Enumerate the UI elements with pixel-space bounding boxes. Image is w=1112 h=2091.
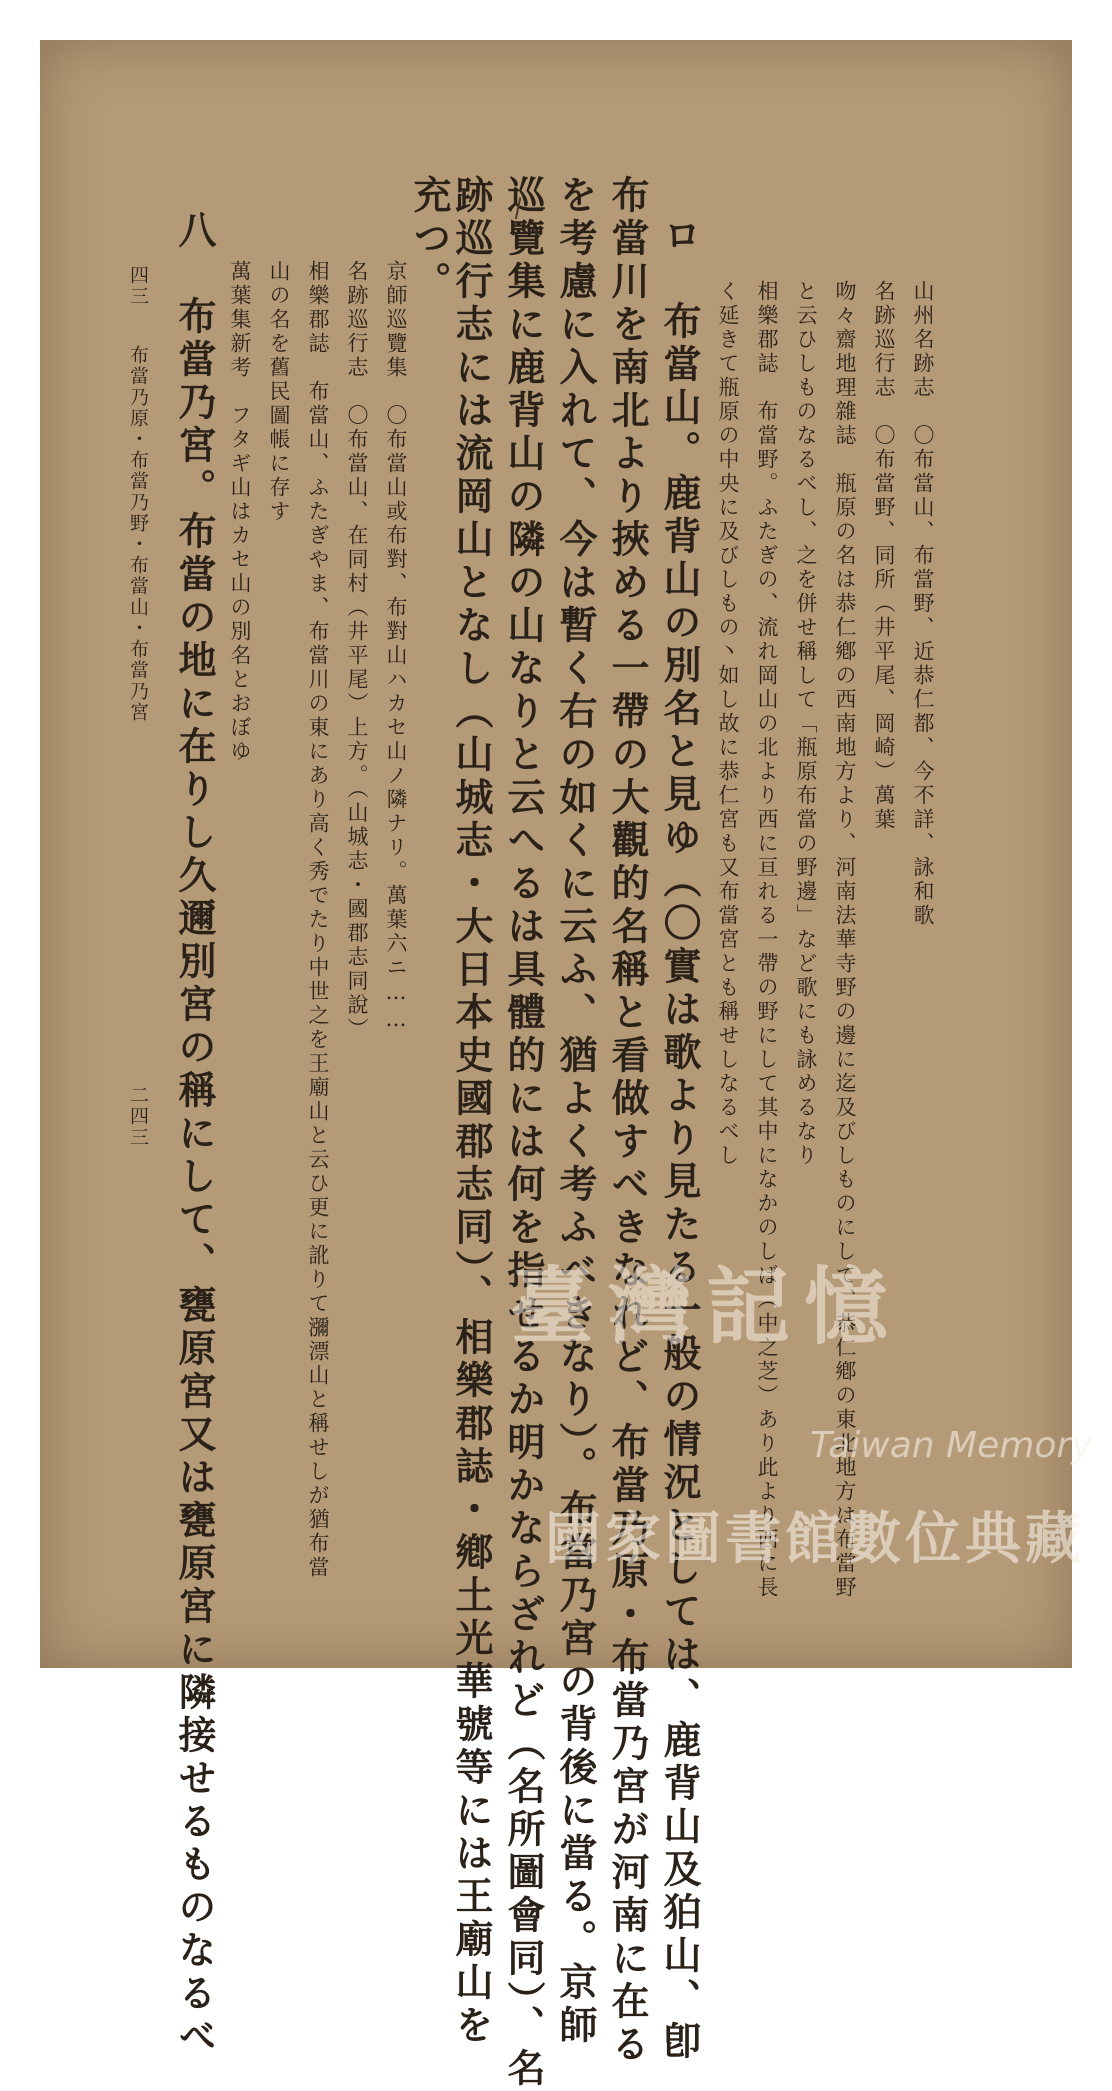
- page-number: 二四三: [127, 1085, 149, 1148]
- text-column: 山の名を舊民圖帳に存す: [267, 260, 291, 524]
- text-column: を考慮に入れて、今は暫く右の如くに云ふ、猶よく考ふべきなり）。布當乃宮の背後に當る。京師: [553, 175, 598, 2048]
- text-column: 巡覽集に鹿背山の隣の山なりと云へるは具體的には何を指せるか明かならざれど（名所圖會同）、名: [501, 175, 546, 2091]
- watermark-logo: 臺灣記憶: [510, 1258, 903, 1356]
- running-title: 布當乃原・布當乃野・布當山・布當乃宮: [127, 345, 149, 723]
- text-column: 充つ。: [407, 175, 452, 304]
- text-column: 名跡巡行志 〇布當野、同所（井平尾、岡崎）萬葉: [872, 280, 896, 832]
- text-column: 相樂郡誌 布當野。ふたぎの、流れ岡山の北より西に亘れる一帶の野にして其中になかのしば（中之芝）あり此より西に長: [755, 280, 779, 1600]
- text-column: く延きて瓶原の中央に及びしもの丶如し故に恭仁宮も又布當宮とも稱せしなるべし: [716, 280, 740, 1168]
- text-column: 萬葉集新考 フタギ山はカセ山の別名とおぼゆ: [228, 260, 252, 764]
- book-page: [40, 40, 1093, 2091]
- watermark-english: Taiwan Memory: [810, 1425, 1093, 1466]
- watermark-chinese: 國家圖書館數位典藏: [545, 1507, 1085, 1572]
- text-column: と云ひしものなるべし、之を併せ稱して「瓶原布當の野邊」など歌にも詠めるなり: [794, 280, 818, 1168]
- text-column: 相樂郡誌 布當山、ふたぎやま、布當川の東にあり高く秀でたり中世之を王廟山と云ひ更に訛りて瀰漂山と稱せしが猶布當: [306, 260, 330, 1580]
- text-column: 吻々齋地理雜誌 瓶原の名は恭仁鄕の西南地方より、河南法華寺野の邊に迄及びしものにして、恭仁鄕の東北地方は布當野: [833, 280, 857, 1600]
- text-column: 京師巡覽集 〇布當山或布對、布對山ハカセ山ノ隣ナリ。萬葉六ニ……: [384, 260, 408, 1034]
- text-column: 名跡巡行志 〇布當山、在同村（井平尾）上方。（山城志・國郡志同說）: [345, 260, 369, 1042]
- text-column: 跡巡行志には流岡山となし（山城志・大日本史國郡志同）、相樂郡誌・鄕土光華號等には王廟山を: [449, 175, 494, 2048]
- section-number: 四三: [127, 265, 149, 307]
- text-column: 八 布當乃宮。布當の地に在りし久邇別宮の稱にして、甕原宮又は甕原宮に隣接せるものなるべ: [172, 210, 217, 2059]
- text-column: 山州名跡志 〇布當山、布當野、近恭仁都、今不詳、詠和歌: [911, 280, 935, 928]
- text-column: ロ 布當山。鹿背山の別名と見ゆ（〇實は歌より見たる一般の情況としては、鹿背山及狛山、卽: [657, 215, 702, 2064]
- text-column: 布當川を南北より挾める一帶の大觀的名稱と看做すべきなれど、布當乃原・布當乃宮が河南に在る: [605, 175, 650, 2067]
